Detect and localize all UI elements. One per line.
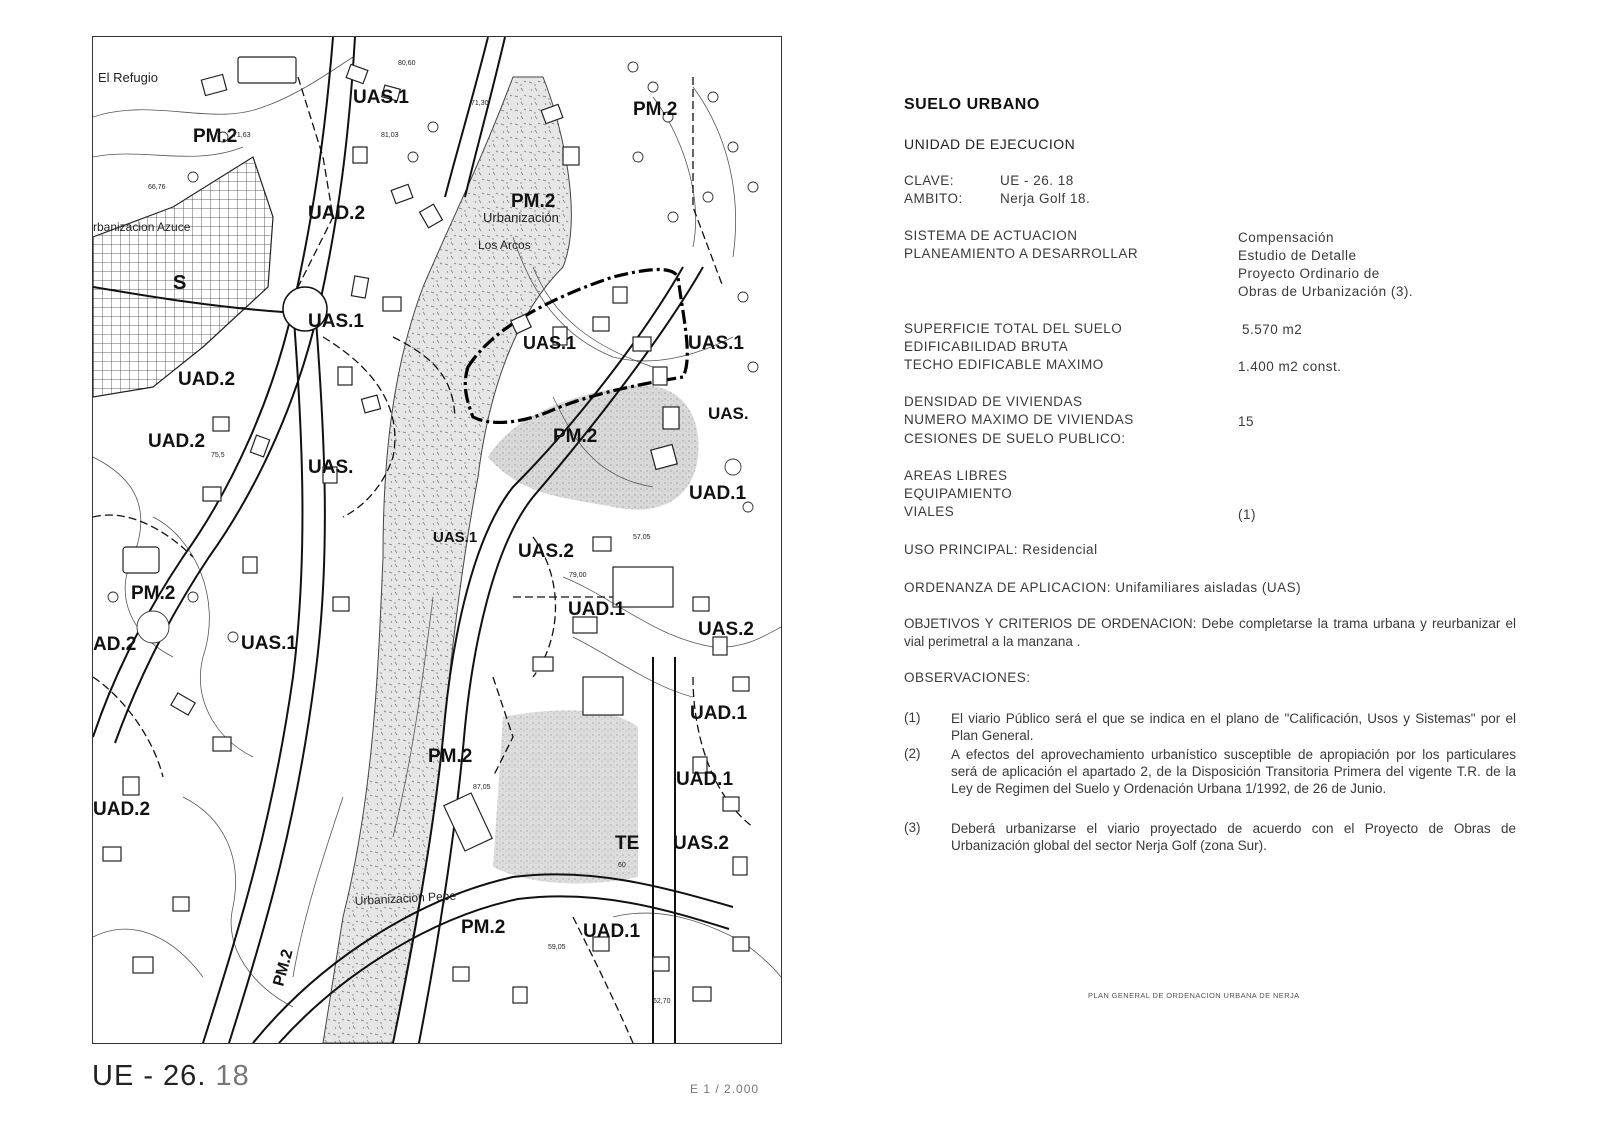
spot-height: 87,05 xyxy=(473,784,491,791)
map-scale: E 1 / 2.000 xyxy=(690,1082,760,1096)
clave-value: UE - 26. 18 xyxy=(1000,173,1074,188)
sistema-label: SISTEMA DE ACTUACION xyxy=(904,228,1078,243)
publisher-line: PLAN GENERAL DE ORDENACION URBANA DE NERJA xyxy=(1088,991,1300,1000)
observaciones-label: OBSERVACIONES: xyxy=(904,670,1031,685)
uso-label: USO PRINCIPAL: xyxy=(904,542,1019,557)
areas-label: AREAS LIBRES xyxy=(904,468,1008,483)
planeamiento-value: Estudio de Detalle xyxy=(1238,248,1357,263)
planeamiento-label: PLANEAMIENTO A DESARROLLAR xyxy=(904,246,1139,261)
zone-label: PM.2 xyxy=(511,191,556,212)
numero-label: NUMERO MAXIMO DE VIVIENDAS xyxy=(904,412,1134,427)
zone-label: AD.2 xyxy=(93,634,137,655)
spot-height: 66,76 xyxy=(148,184,166,191)
place-label: Urbanizacion Pepe xyxy=(354,888,457,908)
zone-label: S xyxy=(173,272,187,294)
spot-height: 59,05 xyxy=(548,944,566,951)
zone-label: UAS.2 xyxy=(673,833,729,854)
sistema-value: Compensación xyxy=(1238,230,1335,245)
zone-label: UAS.1 xyxy=(353,87,409,108)
ordenanza-row xyxy=(904,580,1301,595)
note-number: (3) xyxy=(904,820,921,835)
zone-label: UAS.2 xyxy=(698,619,754,640)
objetivos-value: Debe completarse la trama urbana y reurbanizar el vial perimetral a la manzana . xyxy=(904,616,1516,649)
techo-label: TECHO EDIFICABLE MAXIMO xyxy=(904,357,1104,372)
zone-label: UAS.1 xyxy=(523,333,577,353)
note-number: (1) xyxy=(904,710,921,725)
viales-label: VIALES xyxy=(904,504,955,519)
place-label: rbanizacion Azuce xyxy=(93,220,191,234)
cesiones-label: CESIONES DE SUELO PUBLICO: xyxy=(904,431,1126,446)
zone-label: UAD.1 xyxy=(568,599,626,620)
ue-code-suffix: 18 xyxy=(215,1060,250,1092)
place-label: Urbanización xyxy=(483,210,559,225)
zone-label: PM.2 xyxy=(193,126,238,147)
sheet-subtitle: UNIDAD DE EJECUCION xyxy=(904,136,1076,152)
ordenanza-label: ORDENANZA DE APLICACION: xyxy=(904,580,1112,595)
place-label: Los Arcos xyxy=(478,238,531,252)
zone-label: PM.2 xyxy=(633,99,678,120)
spot-height: 57,05 xyxy=(633,534,651,541)
zone-label: UAS.1 xyxy=(241,633,297,654)
ue-code-footer xyxy=(92,1060,250,1093)
ordenanza-value: Unifamiliares aisladas (UAS) xyxy=(1111,580,1302,595)
note-text: Deberá urbanizarse el viario proyectado de acuerdo con el Proyecto de Obras de Urbanización global del sector Nerja Golf (zona Sur). xyxy=(951,821,1516,853)
zone-label: UAD.2 xyxy=(148,431,206,452)
zone-label: UAD.1 xyxy=(676,769,734,790)
spot-height: 71,63 xyxy=(233,132,251,139)
superficie-value: 5.570 m2 xyxy=(1242,322,1303,337)
uso-row xyxy=(904,542,1098,557)
zone-label: UAS. xyxy=(308,457,354,478)
zoning-map xyxy=(92,36,782,1044)
place-label: El Refugio xyxy=(98,70,158,85)
zone-label: TE xyxy=(615,833,640,854)
ue-code-prefix: UE - 26. xyxy=(92,1060,207,1092)
note-text: El viario Público será el que se indica en el plano de "Calificación, Usos y Sistemas" por el Plan General. xyxy=(951,711,1516,743)
planeamiento-value: Obras de Urbanización (3). xyxy=(1238,284,1414,299)
techo-value: 1.400 m2 const. xyxy=(1238,359,1342,374)
uso-value: Residencial xyxy=(1018,542,1098,557)
superficie-label: SUPERFICIE TOTAL DEL SUELO xyxy=(904,321,1123,336)
zone-label: UAS.2 xyxy=(518,541,574,562)
note-text: A efectos del aprovechamiento urbanístico susceptible de apropiación por los particulares será de aplicación el apartado 2, de la Disposición Transitoria Primera del vigente T.R. de la Ley de Regimen del Suelo y Ordenación Urbana 1/1992, de 26 de Junio. xyxy=(951,747,1516,796)
spot-height: 71,30 xyxy=(471,100,489,107)
planeamiento-value: Proyecto Ordinario de xyxy=(1238,266,1380,281)
spot-height: 80,60 xyxy=(398,60,416,67)
spot-height: 60 xyxy=(618,862,626,869)
zone-label: PM.2 xyxy=(461,917,506,938)
zone-label: PM.2 xyxy=(428,746,473,767)
objetivos-label: OBJETIVOS Y CRITERIOS DE ORDENACION: xyxy=(904,616,1197,631)
spot-height: 62,70 xyxy=(653,998,671,1005)
zone-label: PM.2 xyxy=(131,583,176,604)
ambito-value: Nerja Golf 18. xyxy=(1000,191,1091,206)
zone-label: UAS.1 xyxy=(308,311,364,332)
viales-value: (1) xyxy=(1238,507,1256,522)
zone-label: UAS. xyxy=(708,404,749,423)
clave-label: CLAVE: xyxy=(904,173,955,188)
zone-label: PM.2 xyxy=(553,426,598,447)
spot-height: 79,00 xyxy=(569,572,587,579)
equipamiento-label: EQUIPAMIENTO xyxy=(904,486,1013,501)
densidad-label: DENSIDAD DE VIVIENDAS xyxy=(904,394,1083,409)
spot-height: 81,03 xyxy=(381,132,399,139)
zone-label: PM.2 xyxy=(270,947,297,989)
zone-label: UAS.1 xyxy=(688,333,744,354)
zone-label: UAD.1 xyxy=(583,921,641,942)
spot-height: 75,5 xyxy=(211,452,225,459)
map-canvas xyxy=(93,37,781,1043)
ambito-label: AMBITO: xyxy=(904,191,963,206)
zone-label: UAD.1 xyxy=(690,703,748,724)
zone-label: UAD.2 xyxy=(93,799,151,820)
numero-value: 15 xyxy=(1238,414,1255,429)
edificabilidad-label: EDIFICABILIDAD BRUTA xyxy=(904,339,1069,354)
zone-label: UAD.1 xyxy=(689,483,747,504)
note-number: (2) xyxy=(904,746,921,761)
objetivos-paragraph xyxy=(904,615,1516,651)
hill-shade-lower xyxy=(493,710,638,883)
zone-label: UAS.1 xyxy=(433,529,478,546)
sheet-title: SUELO URBANO xyxy=(904,96,1040,113)
zone-label: UAD.2 xyxy=(308,203,366,224)
zone-label: UAD.2 xyxy=(178,369,236,390)
